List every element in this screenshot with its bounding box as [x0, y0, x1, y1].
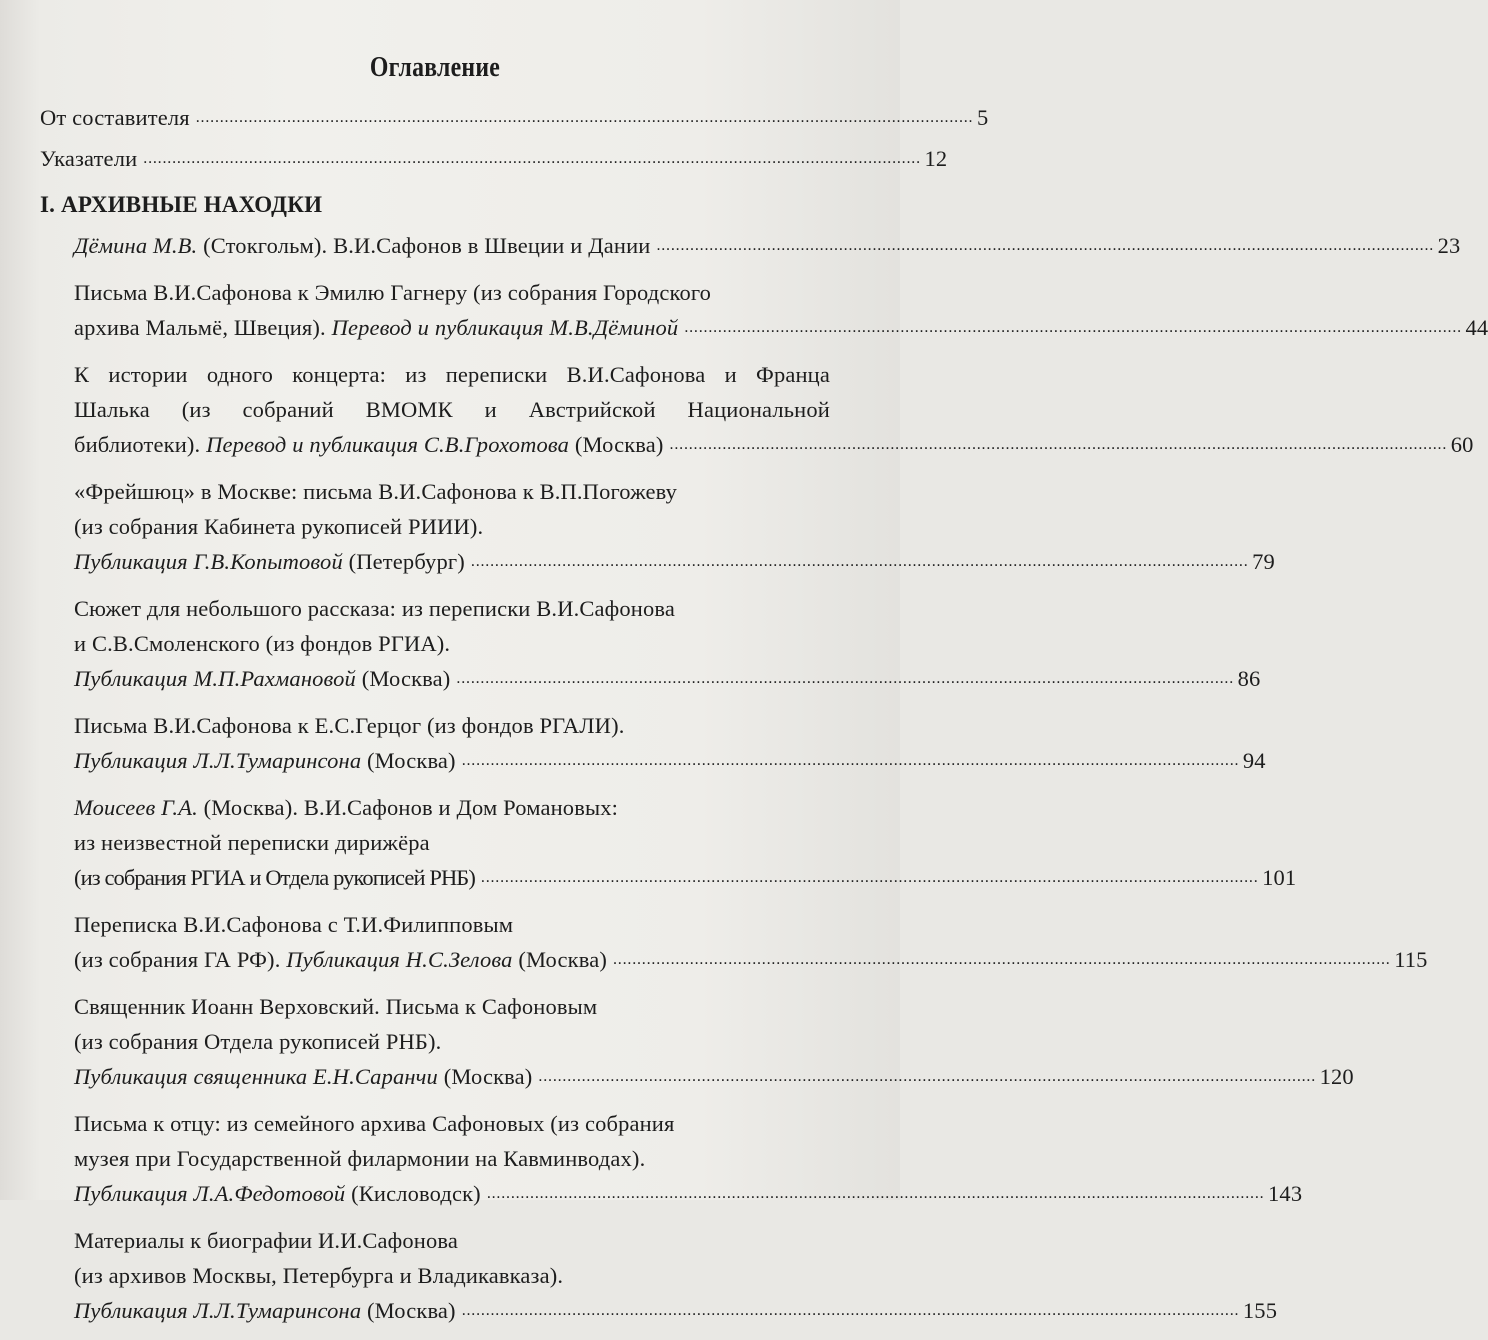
page-number: 44: [1465, 315, 1488, 340]
page-number: 23: [1437, 233, 1461, 258]
entry-city: (Кисловодск): [345, 1181, 481, 1206]
toc-word: собраний: [242, 397, 334, 422]
toc-line: [74, 1024, 830, 1059]
toc-entry: [40, 907, 1428, 977]
toc-entry: [40, 989, 1354, 1094]
entry-publisher: Перевод и публикация М.В.Дёминой: [331, 315, 679, 340]
entry-city: (Москва): [355, 666, 451, 691]
entry-text: Письма В.И.Сафонова к Е.С.Герцог (из фондов РГАЛИ).: [74, 713, 625, 738]
leader-dots: [538, 1059, 1313, 1079]
toc-line-text: [74, 942, 607, 977]
toc-line: [74, 942, 1428, 977]
page-number: 60: [1450, 432, 1474, 457]
toc-line: [40, 100, 989, 135]
entry-author: Моисеев Г.А.: [74, 795, 198, 820]
entry-text: и С.В.Смоленского (из фондов РГИА).: [74, 631, 451, 656]
toc-line: [74, 1141, 830, 1176]
front-matter-list: [40, 100, 989, 176]
page-number: 120: [1319, 1064, 1354, 1089]
toc-title: Оглавление: [369, 51, 501, 83]
toc-word: К: [74, 362, 90, 387]
toc-line: [74, 310, 1488, 345]
toc-word: истории: [108, 362, 188, 387]
entry-text: библиотеки).: [74, 432, 207, 457]
toc-word: Франца: [756, 362, 830, 387]
leader-dots: [462, 1293, 1237, 1313]
toc-entry: [40, 790, 1297, 895]
entry-text: Материалы к биографии И.И.Сафонова: [74, 1228, 458, 1253]
toc-word: Австрийской: [528, 397, 656, 422]
toc-entry: [40, 275, 1488, 345]
entry-text: (из собрания Кабинета рукописей РИИИ).: [74, 514, 484, 539]
toc-line: [74, 1258, 830, 1293]
toc-line: [74, 989, 830, 1024]
entry-city: (Москва): [437, 1064, 533, 1089]
leader-dots: [656, 228, 1431, 248]
toc-entry: [40, 357, 1474, 462]
leader-dots: [684, 310, 1459, 330]
entry-author: Дёмина М.В.: [74, 233, 198, 258]
toc-line: [74, 661, 1261, 696]
entry-city: (Москва): [569, 432, 664, 457]
page-number: 79: [1252, 549, 1275, 574]
toc-line: [74, 228, 1461, 263]
leader-dots: [143, 141, 918, 161]
page-number: 143: [1268, 1181, 1303, 1206]
toc-entry: [40, 474, 1275, 579]
toc-line-text: [74, 860, 475, 895]
toc-line: [74, 591, 830, 626]
toc-line: [74, 1106, 830, 1141]
toc-line: [74, 860, 1297, 895]
entry-city: (Москва): [361, 1298, 456, 1323]
entry-text: (из собрания Отдела рукописей РНБ).: [74, 1029, 442, 1054]
leader-dots: [481, 860, 1256, 880]
entry-publisher: Публикация Л.А.Федотовой: [74, 1181, 346, 1206]
toc-word: концерта:: [292, 362, 387, 387]
toc-line: [74, 825, 830, 860]
entry-text: (из собрания ГА РФ).: [74, 947, 287, 972]
leader-dots: [670, 427, 1445, 447]
toc-line-text: [74, 1059, 532, 1094]
entry-text: (из архивов Москвы, Петербурга и Владикавказа).: [74, 1263, 564, 1288]
toc-line: [74, 427, 1474, 462]
toc-word: Национальной: [687, 397, 830, 422]
toc-word: (из: [181, 397, 211, 422]
toc-line: [74, 474, 830, 509]
toc-word: переписки: [445, 362, 548, 387]
toc-line: [74, 509, 830, 544]
entry-text: (Стокгольм). В.И.Сафонов в Швеции и Дании: [197, 233, 651, 258]
toc-line-text: [74, 1293, 456, 1328]
page-number: 12: [924, 146, 948, 171]
toc-line: [74, 743, 1266, 778]
toc-entry: [40, 228, 1461, 263]
toc-word: В.И.Сафонова: [566, 362, 706, 387]
leader-dots: [462, 743, 1237, 763]
page-number: 155: [1242, 1298, 1278, 1323]
toc-line: [74, 907, 830, 942]
toc-line: [74, 626, 830, 661]
page-number: 101: [1262, 865, 1297, 890]
toc-word: одного: [206, 362, 274, 387]
toc-line-text: [74, 743, 456, 778]
entry-publisher: Перевод и публикация С.В.Грохотова: [206, 432, 570, 457]
entry-text: Письма к отцу: из семейного архива Сафоновых (из собрания: [74, 1111, 675, 1136]
leader-dots: [456, 661, 1231, 681]
toc-line: [74, 544, 1275, 579]
section-entries: [40, 228, 1488, 1328]
toc-entry: [40, 1106, 1303, 1211]
leader-dots: [487, 1176, 1262, 1196]
toc-word: из: [405, 362, 427, 387]
entry-publisher: Публикация священника Е.Н.Саранчи: [74, 1064, 438, 1089]
toc-line: [74, 1293, 1278, 1328]
entry-text: Переписка В.И.Сафонова с Т.И.Филипповым: [74, 912, 514, 937]
table-of-contents: [40, 48, 1488, 1340]
toc-line-text: [74, 1176, 481, 1211]
entry-text: музея при Государственной филармонии на Кавминводах).: [74, 1146, 646, 1171]
entry-city: (Москва): [361, 748, 456, 773]
entry-publisher: Публикация М.П.Рахмановой: [74, 666, 356, 691]
toc-line: [74, 708, 830, 743]
toc-word: ВМОМК: [365, 397, 453, 422]
page-number: 5: [976, 105, 989, 130]
entry-text: (из собрания РГИА и Отдела рукописей РНБ): [74, 865, 475, 890]
toc-line-text: [74, 228, 650, 263]
toc-word: и: [484, 397, 497, 422]
entry-city: (Петербург): [342, 549, 465, 574]
entry-text: Священник Иоанн Верховский. Письма к Сафоновым: [74, 994, 598, 1019]
page-number: 94: [1242, 748, 1266, 773]
toc-line: [74, 1176, 1303, 1211]
entry-text: архива Мальмё, Швеция).: [74, 315, 332, 340]
entry-publisher: Публикация Г.В.Копытовой: [74, 549, 343, 574]
toc-line-text: [74, 544, 465, 579]
entry-text: Письма В.И.Сафонова к Эмилю Гагнеру (из собрания Городского: [74, 280, 712, 305]
toc-word: и: [724, 362, 737, 387]
page-number: 86: [1237, 666, 1261, 691]
entry-publisher: Публикация Л.Л.Тумаринсона: [74, 1298, 362, 1323]
toc-entry: [40, 708, 1266, 778]
toc-line: [74, 392, 830, 427]
toc-line: [40, 141, 948, 176]
toc-line-title: Указатели: [40, 146, 138, 171]
entry-text: (Москва). В.И.Сафонов и Дом Романовых:: [197, 795, 619, 820]
toc-entry: [40, 591, 1261, 696]
toc-line: [74, 275, 830, 310]
entry-text: «Фрейшюц» в Москве: письма В.И.Сафонова к В.П.Погожеву: [74, 479, 678, 504]
toc-line-text: [74, 661, 450, 696]
entry-publisher: Публикация Л.Л.Тумаринсона: [74, 748, 362, 773]
toc-word: Шалька: [74, 397, 150, 422]
entry-publisher: Публикация Н.С.Зелова: [286, 947, 513, 972]
entry-text: из неизвестной переписки дирижёра: [74, 830, 430, 855]
toc-line-text: [74, 310, 678, 345]
toc-line: [74, 1223, 830, 1258]
toc-line-title: От составителя: [40, 105, 190, 130]
entry-text: Сюжет для небольшого рассказа: из переписки В.И.Сафонова: [74, 596, 675, 621]
entry-city: (Москва): [512, 947, 607, 972]
toc-line: [74, 1059, 1354, 1094]
toc-entry: [40, 1223, 1278, 1328]
leader-dots: [196, 100, 971, 120]
leader-dots: [471, 544, 1246, 564]
toc-line: [74, 357, 830, 392]
toc-line-text: [74, 427, 664, 462]
leader-dots: [613, 942, 1388, 962]
toc-line: [74, 790, 830, 825]
page-number: 115: [1394, 947, 1428, 972]
section-heading: I. АРХИВНЫЕ НАХОДКИ: [40, 192, 323, 217]
